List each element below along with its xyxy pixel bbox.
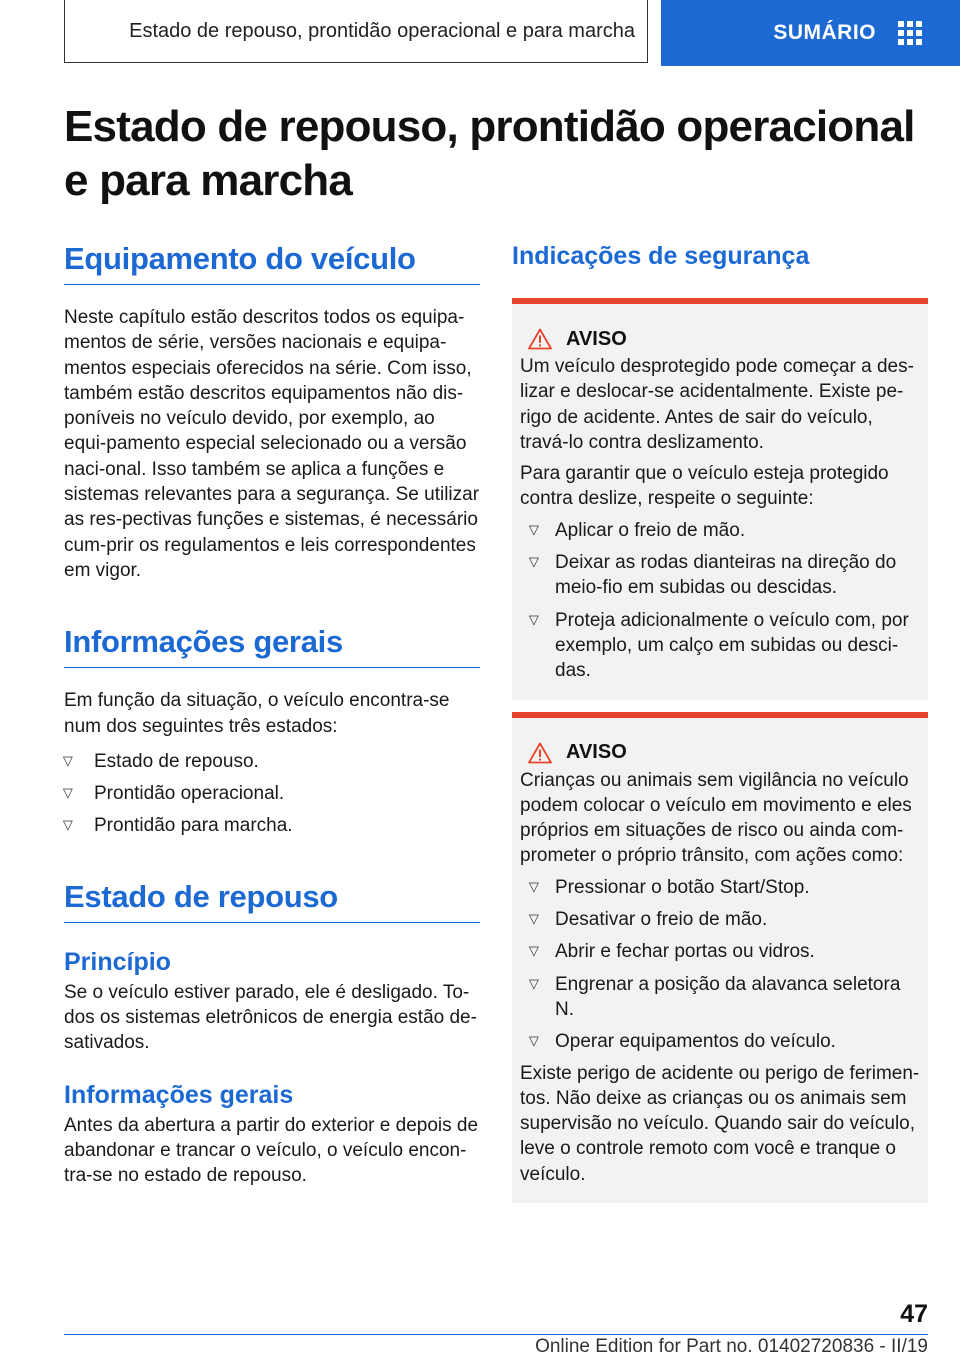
- warning-header: [528, 326, 920, 352]
- equipment-text: Neste capítulo estão descritos todos os equipa-mentos de série, versões nacionais e equipa-mentos especiais oferecidos na série. Com isso, também estão descritos equipamentos não dis-poníveis no veículo devido, por exemplo, ao equi-pamento especial selecionado ou a versão naci-onal. Isso também se aplica a funções e sistemas relevantes para a segurança. Se utilizar as res-pectivas funções e sistemas, é necessário cum-prir os regulamentos e leis correspondentes em vigor.: [64, 307, 480, 581]
- warning-2-list: [520, 875, 920, 1055]
- list-item: ▷ Engrenar a posição da alavanca seletora N.: [520, 972, 920, 1023]
- page-number: 47: [900, 1300, 928, 1328]
- summary-label: SUMÁRIO: [773, 21, 876, 44]
- heading-equipment: Equipamento do veículo: [64, 240, 480, 285]
- list-item: ▷ Abrir e fechar portas ou vidros.: [520, 939, 920, 964]
- chapter-header-label: Estado de repouso, prontidão operacional e para marcha: [129, 19, 635, 42]
- heading-rest-state: Estado de repouso: [64, 878, 480, 923]
- left-column: [64, 240, 480, 1189]
- list-item: ▷ Deixar as rodas dianteiras na direção do meio-fio em subidas ou descidas.: [520, 550, 920, 601]
- top-bar: [0, 0, 960, 66]
- general-info-text: Em função da situação, o veículo encontra-se num dos seguintes três estados:: [64, 690, 450, 737]
- list-item: ▷ Estado de repouso.: [64, 749, 480, 774]
- warning-header: [528, 740, 920, 766]
- list-item: ▷ Operar equipamentos do veículo.: [520, 1029, 920, 1054]
- list-item: ▷ Desativar o freio de mão.: [520, 907, 920, 932]
- warning-1-instructions: Para garantir que o veículo esteja protegido contra deslize, respeite o seguinte:: [520, 463, 889, 510]
- principle-text: Se o veículo estiver parado, ele é desligado. To-dos os sistemas eletrônicos de energia estão de-sativados.: [64, 981, 477, 1054]
- heading-principle: Princípio: [64, 947, 171, 976]
- states-list: [64, 749, 480, 839]
- edition-info: Online Edition for Part no. 01402720836 - II/19: [535, 1336, 928, 1357]
- right-column: [512, 240, 928, 1203]
- heading-rest-info: Informações gerais: [64, 1080, 294, 1109]
- summary-button[interactable]: [661, 0, 960, 66]
- heading-safety: Indicações de segurança: [512, 242, 810, 270]
- rest-info-text: Antes da abertura a partir do exterior e depois de abandonar e trancar o veículo, o veículo encon-tra-se no estado de repouso.: [64, 1114, 479, 1187]
- heading-general-info: Informações gerais: [64, 623, 480, 668]
- list-item: ▷ Prontidão para marcha.: [64, 813, 480, 838]
- warning-label: AVISO: [566, 327, 627, 350]
- warning-2-conclusion: Existe perigo de acidente ou perigo de ferimen-tos. Não deixe as crianças ou os animais sem supervisão no veículo. Quando sair do veículo, leve o controle remoto com você e tranque o veículo.: [520, 1062, 920, 1185]
- warning-2-text: Crianças ou animais sem vigilância no veículo podem colocar o veículo em movimento e eles próprios em situações de risco ou ainda com-prometer o próprio trânsito, com ações como:: [520, 769, 912, 867]
- footer-divider: [64, 1334, 928, 1335]
- warning-box-1: [512, 298, 928, 700]
- warning-1-list: [520, 518, 920, 684]
- list-item: ▷ Pressionar o botão Start/Stop.: [520, 875, 920, 900]
- page-title: Estado de repouso, prontidão operacional e para marcha: [64, 102, 915, 205]
- warning-label: AVISO: [566, 741, 627, 764]
- warning-triangle-icon: [528, 742, 552, 764]
- grid-menu-icon: [898, 21, 922, 45]
- list-item: ▷ Proteja adicionalmente o veículo com, por exemplo, um calço em subidas ou desci-das.: [520, 608, 920, 684]
- warning-1-text: Um veículo desprotegido pode começar a des-lizar e deslocar-se acidentalmente. Existe pe-rigo de acidente. Antes de sair do veículo, travá-lo contra deslizamento.: [520, 356, 914, 453]
- list-item: ▷ Prontidão operacional.: [64, 781, 480, 806]
- list-item: ▷ Aplicar o freio de mão.: [520, 518, 920, 543]
- warning-box-2: [512, 712, 928, 1203]
- chapter-header[interactable]: [64, 0, 648, 63]
- warning-triangle-icon: [528, 328, 552, 350]
